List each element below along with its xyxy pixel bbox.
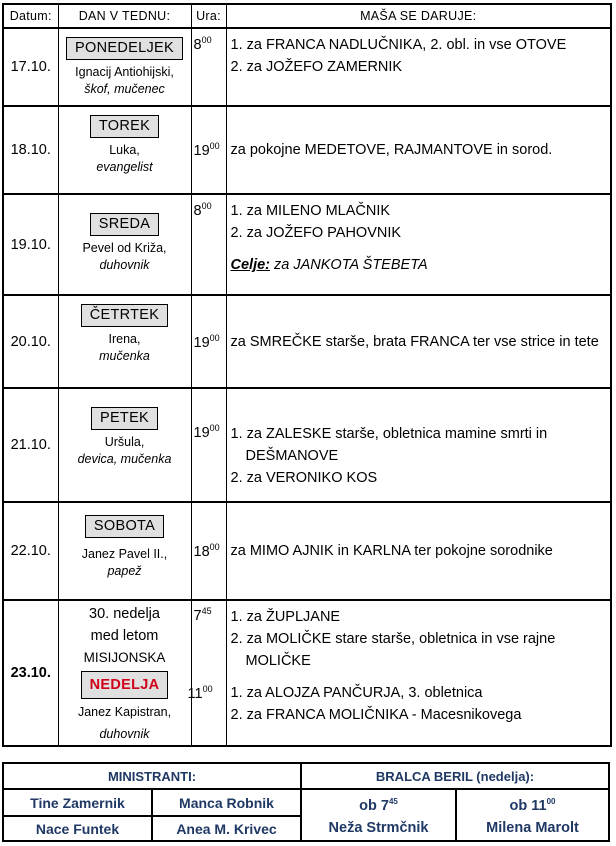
row-time: $19^{00}$ <box>191 106 226 194</box>
mass-line: 1. za MILENO MLAČNIK <box>230 203 391 219</box>
row-day <box>58 502 191 600</box>
saint-name: Irena, <box>108 332 141 346</box>
row-mass <box>226 295 611 388</box>
bralci-slot-1-time: ob $7^{45}$ <box>359 797 398 814</box>
mass-line: 1. za ZALESKE starše, obletnica mamine smrti in DEŠMANOVE <box>230 426 548 464</box>
bralci-slot-2 <box>456 789 609 841</box>
bralci-slot-1-name: Neža Strmčnik <box>328 819 429 836</box>
mass-line: 2. za JOŽEFO PAHOVNIK <box>230 225 402 241</box>
row-mass <box>226 194 611 295</box>
table-row <box>3 388 611 502</box>
celje-label: Celje: <box>230 257 270 273</box>
saint-title: papež <box>107 564 142 578</box>
mass-line: 1. za FRANCA NADLUČNIKA, 2. obl. in vse OTOVE <box>230 37 567 53</box>
ministrant-name: Tine Zamernik <box>3 789 152 816</box>
bralci-slot-1 <box>301 789 456 841</box>
table-row-sunday <box>3 600 611 746</box>
table-row <box>3 295 611 388</box>
sunday-name-1: 30. nedelja <box>89 606 160 622</box>
ministrant-name: Anea M. Krivec <box>152 816 301 841</box>
saint-name: Ignacij Antiohijski, <box>75 65 174 79</box>
saint-title: škof, mučenec <box>84 82 165 96</box>
celje-line <box>231 254 607 276</box>
saint-name: Janez Pavel II., <box>81 547 168 561</box>
helpers-panel <box>2 762 610 842</box>
mass-line: 1. za ALOJZA PANČURJA, 3. obletnica <box>230 685 483 701</box>
saint-name: Luka, <box>109 143 140 157</box>
mass-schedule-table <box>2 3 612 747</box>
row-day <box>58 194 191 295</box>
mass-line: za SMREČKE starše, brata FRANCA ter vse strice in tete <box>230 333 599 350</box>
day-badge: PONEDELJEK <box>66 37 183 60</box>
bralci-slot-2-name: Milena Marolt <box>486 819 579 836</box>
saint-name: Pevel od Križa, <box>82 241 167 255</box>
row-mass <box>226 28 611 106</box>
day-badge: PETEK <box>91 407 158 430</box>
ministrant-name: Nace Funtek <box>3 816 152 841</box>
row-time: $8^{00}$ <box>191 28 226 106</box>
row-time <box>187 600 226 746</box>
header-mass: MAŠA SE DARUJE: <box>226 4 611 28</box>
row-mass <box>226 106 611 194</box>
row-time: $19^{00}$ <box>191 295 226 388</box>
celje-text: za JANKOTA ŠTEBETA <box>270 257 428 273</box>
mass-line: 1. za ŽUPLJANE <box>230 609 341 625</box>
mass-line: 2. za VERONIKO KOS <box>230 470 378 486</box>
saint-title: evangelist <box>96 160 153 174</box>
row-time: $18^{00}$ <box>191 502 226 600</box>
saint-name: Janez Kapistran, <box>77 705 172 719</box>
row-day <box>58 106 191 194</box>
row-time: $8^{00}$ <box>191 194 226 295</box>
day-badge: TOREK <box>90 115 159 138</box>
table-row <box>3 502 611 600</box>
row-day <box>58 295 191 388</box>
bralci-title: BRALCA BERIL (nedelja): <box>301 763 609 789</box>
mass-line: za MIMO AJNIK in KARLNA ter pokojne sorodnike <box>230 543 553 559</box>
row-date: 20.10. <box>3 295 58 388</box>
day-badge: ČETRTEK <box>81 304 169 327</box>
day-badge: SOBOTA <box>85 515 164 538</box>
row-date: 23.10. <box>3 600 58 746</box>
time-1: $7^{45}$ <box>193 606 212 624</box>
bralci-slot-2-time: ob $11^{00}$ <box>509 797 556 814</box>
row-time: $19^{00}$ <box>191 388 226 502</box>
saint-title: mučenka <box>99 349 150 363</box>
row-day <box>58 388 191 502</box>
row-date: 17.10. <box>3 28 58 106</box>
ministranti-title: MINISTRANTI: <box>3 763 301 789</box>
row-date: 22.10. <box>3 502 58 600</box>
mass-line: 2. za FRANCA MOLIČNIKA - Macesnikovega <box>230 707 522 723</box>
mass-line: 2. za MOLIČKE stare starše, obletnica in vse rajne MOLIČKE <box>230 631 556 669</box>
header-date: Datum: <box>3 4 58 28</box>
saint-title: devica, mučenka <box>77 452 172 466</box>
saint-name: Uršula, <box>104 435 145 449</box>
day-badge: NEDELJA <box>81 671 169 699</box>
saint-title: duhovnik <box>99 258 150 272</box>
row-mass <box>226 600 611 746</box>
table-row <box>3 106 611 194</box>
row-mass <box>226 388 611 502</box>
mass-line: za pokojne MEDETOVE, RAJMANTOVE in sorod. <box>230 142 553 158</box>
row-date: 21.10. <box>3 388 58 502</box>
header-row <box>3 4 611 28</box>
header-day: DAN V TEDNU: <box>58 4 191 28</box>
row-date: 19.10. <box>3 194 58 295</box>
time-2: $11^{00}$ <box>187 683 213 702</box>
day-badge: SREDA <box>90 213 159 236</box>
saint-title: duhovnik <box>99 727 150 741</box>
row-mass <box>226 502 611 600</box>
sunday-name-3: MISIJONSKA <box>83 650 166 665</box>
sunday-name-2: med letom <box>90 628 159 644</box>
row-day <box>58 28 191 106</box>
row-date: 18.10. <box>3 106 58 194</box>
header-time: Ura: <box>191 4 226 28</box>
row-day <box>58 600 191 746</box>
ministrant-name: Manca Robnik <box>152 789 301 816</box>
table-row <box>3 28 611 106</box>
table-row <box>3 194 611 295</box>
mass-line: 2. za JOŽEFO ZAMERNIK <box>230 59 403 75</box>
